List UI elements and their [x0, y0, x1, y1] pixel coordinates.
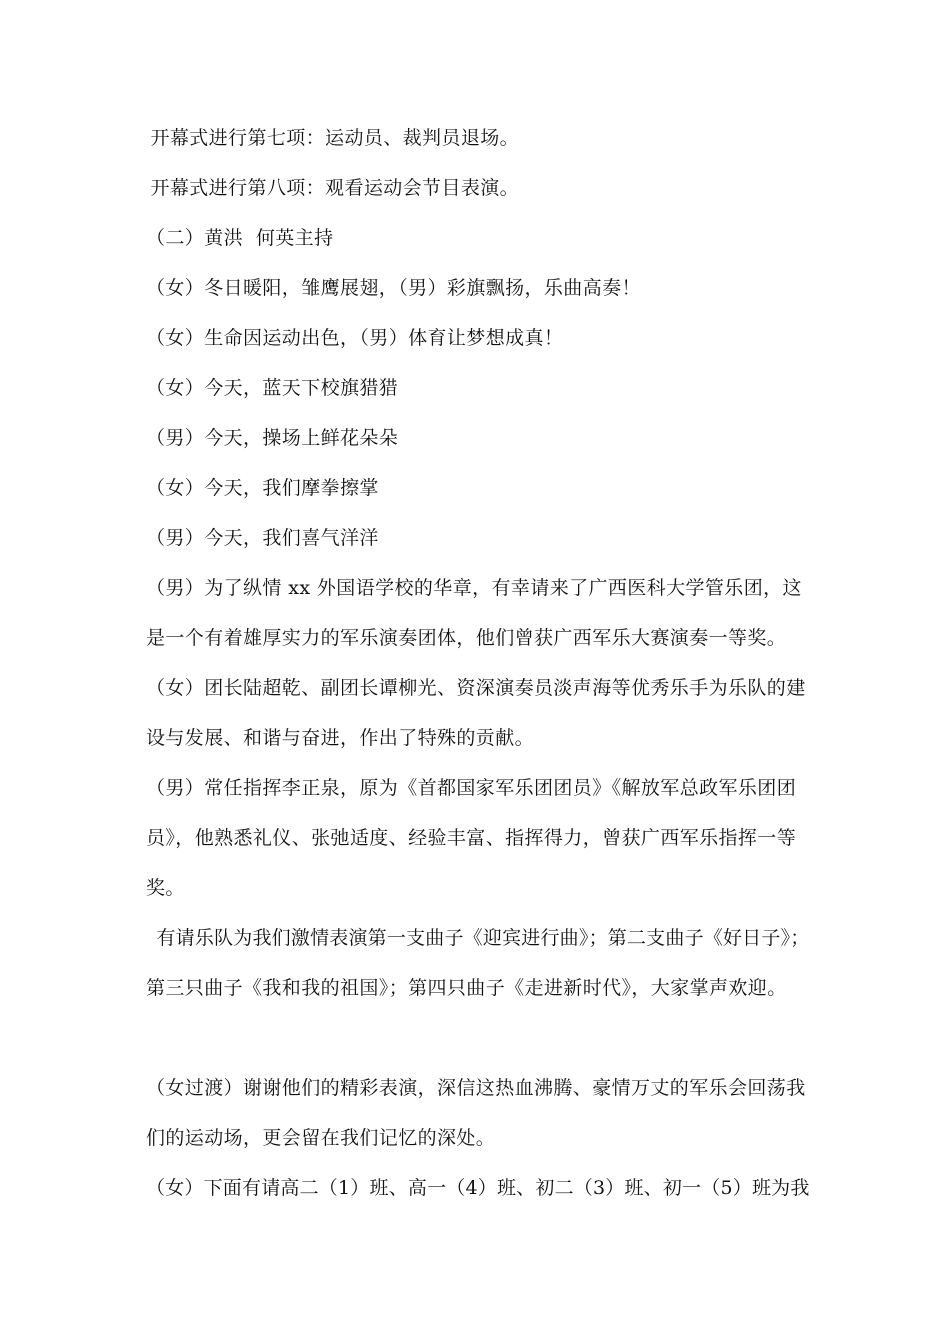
paragraph-line: 第三只曲子《我和我的祖国》；第四只曲子《走进新时代》，大家掌声欢迎。	[146, 977, 787, 999]
paragraph-line: （女）下面有请高二（1）班、高一（4）班、初二（3）班、初一（5）班为我	[146, 1177, 810, 1199]
paragraph-line: （女）生命因运动出色，（男）体育让梦想成真！	[146, 327, 564, 349]
paragraph-line: 奖。	[146, 877, 185, 899]
paragraph-line: （男）今天，我们喜气洋洋	[146, 527, 379, 549]
paragraph-line: （男）今天，操场上鲜花朵朵	[146, 427, 399, 449]
paragraph-line: （女）今天，我们摩拳擦掌	[146, 477, 379, 499]
paragraph-line: 们的运动场，更会留在我们记忆的深处。	[146, 1127, 496, 1149]
paragraph-line: 开幕式进行第七项：运动员、裁判员退场。	[144, 127, 520, 149]
paragraph-line: 有请乐队为我们激情表演第一支曲子《迎宾进行曲》；第二支曲子《好日子》；	[144, 927, 810, 949]
paragraph-line: 设与发展、和谐与奋进，作出了特殊的贡献。	[146, 727, 535, 749]
paragraph-line: （女过渡）谢谢他们的精彩表演，深信这热血沸腾、豪情万丈的军乐会回荡我	[146, 1077, 806, 1099]
paragraph-line: （二）黄洪 何英主持	[146, 227, 334, 249]
paragraph-line: （女）冬日暖阳，雏鹰展翅，（男）彩旗飘扬，乐曲高奏！	[146, 277, 641, 299]
paragraph-line: （男）为了纵情 xx 外国语学校的华章，有幸请来了广西医科大学管乐团，这	[146, 577, 802, 599]
paragraph-line: （男）常任指挥李正泉，原为《首都国家军乐团团员》《解放军总政军乐团团	[146, 777, 797, 799]
paragraph-line: （女）今天，蓝天下校旗猎猎	[146, 377, 399, 399]
paragraph-line: 是一个有着雄厚实力的军乐演奏团体，他们曾获广西军乐大赛演奏一等奖。	[146, 627, 787, 649]
paragraph-line: 开幕式进行第八项：观看运动会节目表演。	[144, 177, 520, 199]
paragraph-line: 员》，他熟悉礼仪、张弛适度、经验丰富、指挥得力，曾获广西军乐指挥一等	[146, 827, 797, 849]
paragraph-line: （女）团长陆超乾、副团长谭柳光、资深演奏员淡声海等优秀乐手为乐队的建	[146, 677, 806, 699]
